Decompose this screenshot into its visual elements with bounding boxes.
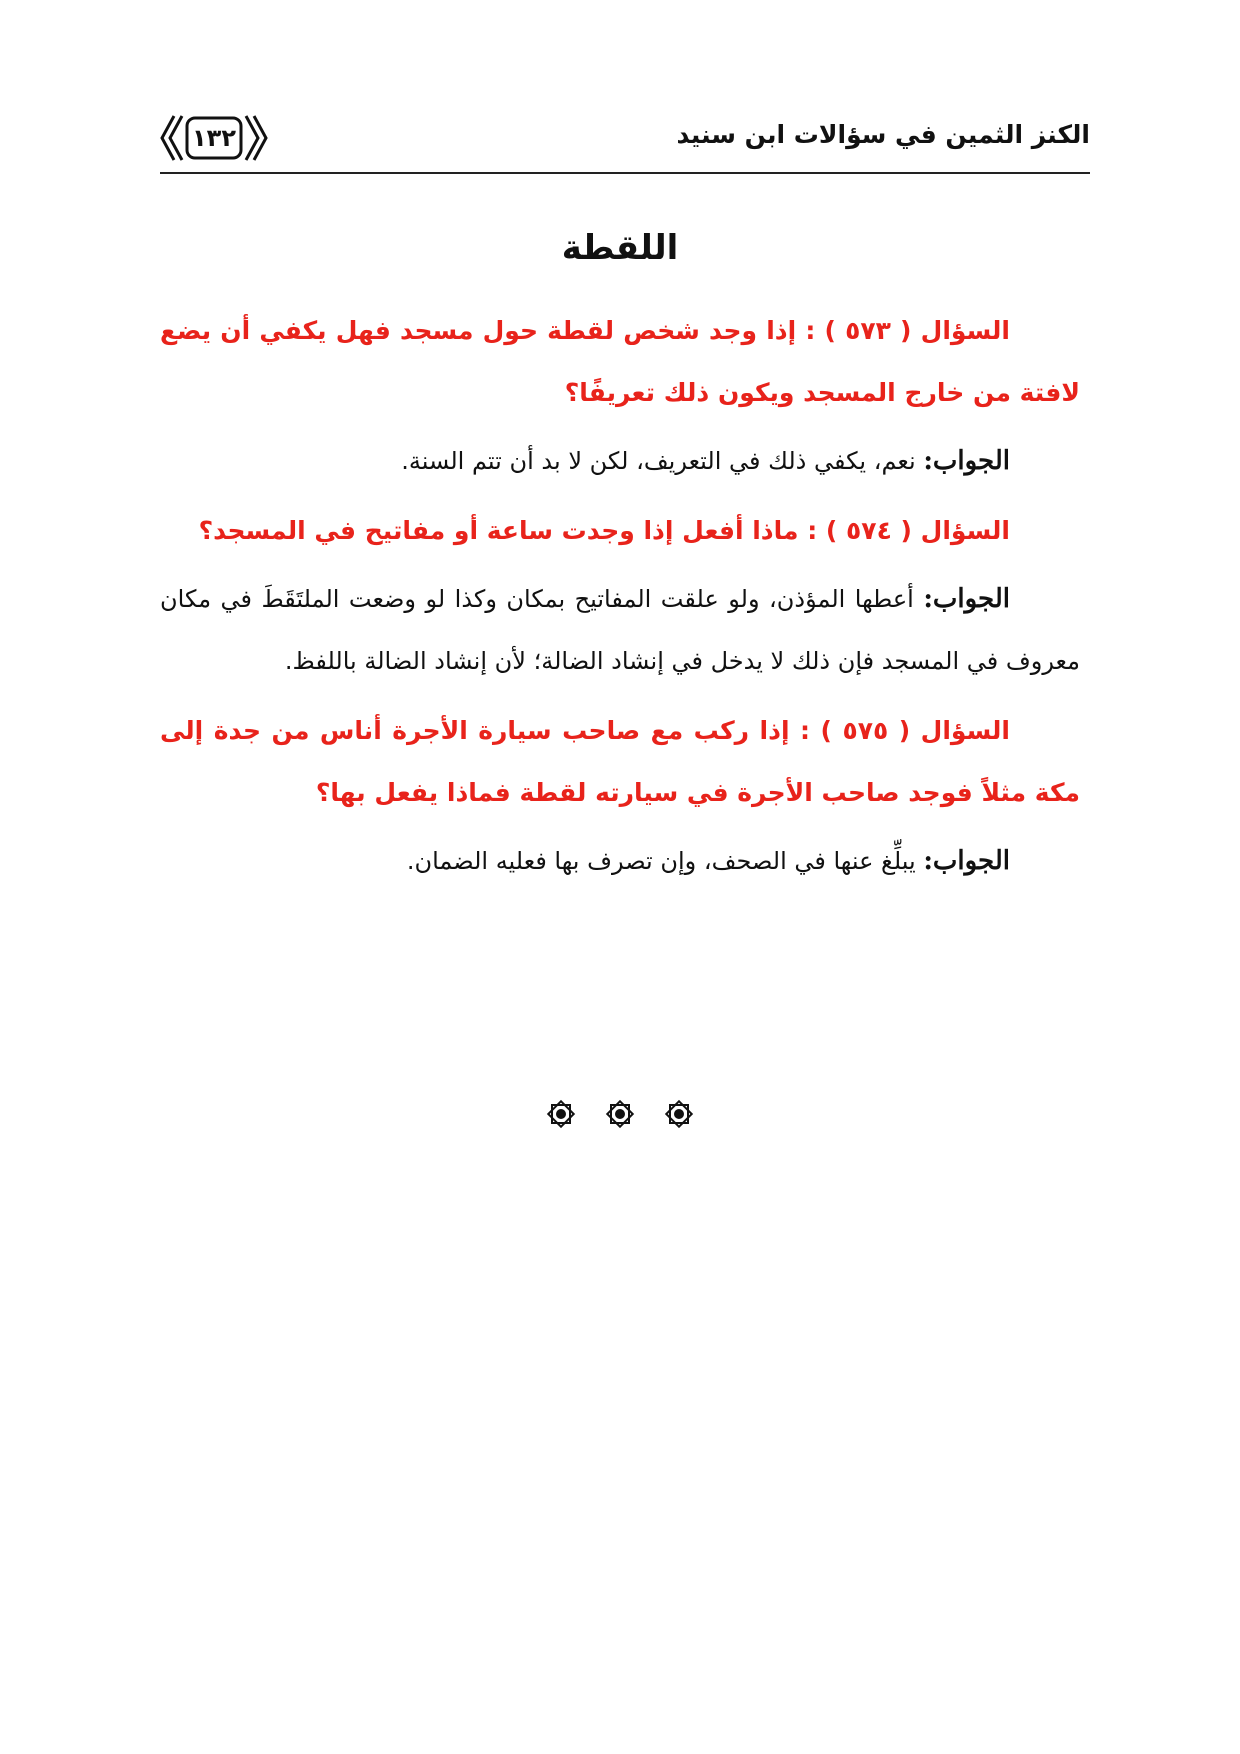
question-573 [160,300,1080,424]
answer-label: الجواب: [923,584,1010,614]
question-label: السؤال ( ٥٧٣ ) : [805,316,1010,345]
answer-575 [160,830,1080,892]
section-title: اللقطة [561,228,679,268]
header-divider [160,172,1090,174]
floral-star-icon [603,1097,637,1135]
question-text: إذا ركب مع صاحب سيارة الأجرة أناس من جدة إلى مكة مثلاً فوجد صاحب الأجرة في سيارته لقطة فماذا يفعل بها؟ [160,716,1080,807]
page-number: ١٣٢ [192,124,236,152]
answer-573 [160,430,1080,492]
answer-574 [160,568,1080,692]
page-number-frame [160,112,268,164]
question-text: ماذا أفعل إذا وجدت ساعة أو مفاتيح في المسجد؟ [198,516,799,545]
question-574 [160,500,1080,562]
floral-star-icon [544,1097,578,1135]
question-575 [160,700,1080,824]
answer-text: أعطها المؤذن، ولو علقت المفاتيح بمكان وكذا لو وضعت الملتَقَطَ في مكان معروف في المسجد فإن ذلك لا يدخل في إنشاد الضالة؛ لأن إنشاد الضالة باللفظ. [160,585,1080,675]
answer-label: الجواب: [923,446,1010,476]
question-label: السؤال ( ٥٧٥ ) : [800,716,1010,745]
section-end-ornament [0,1097,1240,1135]
page-header [160,112,1090,172]
answer-label: الجواب: [923,846,1010,876]
book-title: الكنز الثمين في سؤالات ابن سنيد [676,120,1090,149]
answer-text: يبلِّغ عنها في الصحف، وإن تصرف بها فعليه الضمان. [406,847,916,875]
answer-text: نعم، يكفي ذلك في التعريف، لكن لا بد أن تتم السنة. [401,447,916,475]
page-content [160,210,1080,900]
question-label: السؤال ( ٥٧٤ ) : [807,516,1010,545]
floral-star-icon [662,1097,696,1135]
question-text: إذا وجد شخص لقطة حول مسجد فهل يكفي أن يضع لافتة من خارج المسجد ويكون ذلك تعريفًا؟ [160,316,1080,407]
